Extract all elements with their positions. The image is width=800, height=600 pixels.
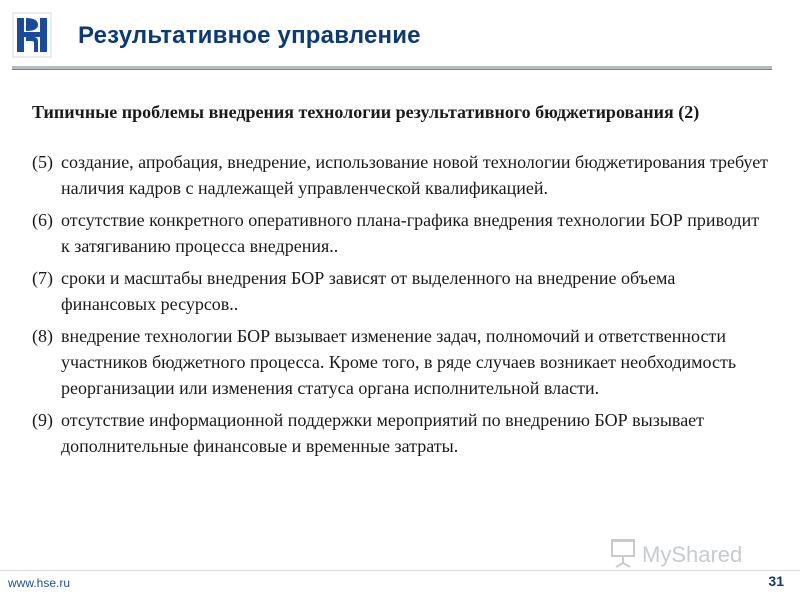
list-item: [32, 207, 772, 259]
problem-list: [32, 149, 772, 459]
header-divider-shadow: [12, 69, 772, 70]
page-number: 31: [768, 573, 784, 589]
footer-link[interactable]: www.hse.ru: [8, 576, 71, 590]
list-item: [32, 149, 772, 201]
item-number: (7): [32, 268, 53, 288]
slide-content: [32, 100, 772, 465]
item-text: внедрение технологии БОР вызывает изменение задач, полномочий и ответственности участников бюджетного процесса. Кроме того, в ряде случаев возникает необходимость реорганизации или изменения статуса органа исполнительной власти.: [61, 326, 737, 398]
item-text: сроки и масштабы внедрения БОР зависят от выделенного на внедрение объема финансовых ресурсов..: [61, 268, 676, 314]
item-text: отсутствие информационной поддержки мероприятий по внедрению БОР вызывает дополнительные финансовые и временные затраты.: [61, 410, 705, 456]
page-title: Результативное управление: [78, 22, 421, 49]
hse-logo-icon: [12, 12, 52, 58]
presentation-board-icon: [610, 538, 636, 573]
footer-divider: [0, 570, 800, 571]
slide-heading: Типичные проблемы внедрения технологии результативного бюджетирования (2): [32, 102, 700, 122]
item-text: отсутствие конкретного оперативного плана-графика внедрения технологии БОР приводит к затягиванию процесса внедрения..: [61, 210, 760, 256]
list-item: [32, 407, 772, 459]
watermark-text: MyShared: [642, 542, 743, 567]
list-item: [32, 265, 772, 317]
item-number: (6): [32, 210, 53, 230]
list-item: [32, 323, 772, 401]
item-text: создание, апробация, внедрение, использование новой технологии бюджетирования требует наличия кадров с надлежащей управленческой квалификацией.: [61, 152, 769, 198]
watermark: [610, 535, 770, 575]
item-number: (9): [32, 410, 53, 430]
item-number: (5): [32, 152, 53, 172]
item-number: (8): [32, 326, 53, 346]
